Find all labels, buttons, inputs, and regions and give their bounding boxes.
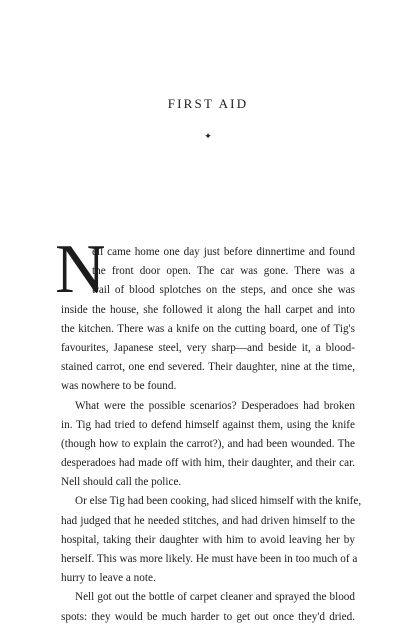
text-line: the front door open. The car was gone. There was a (92, 265, 355, 278)
text-line: favourites, Japanese steel, very sharp—and beside it, a blood- (61, 341, 355, 354)
text-line: Nell got out the bottle of carpet cleaner and sprayed the blood (75, 591, 355, 604)
text-line: herself. This was more likely. He must have been in too much of a (61, 553, 358, 565)
text-line: inside the house, she followed it along the hall carpet and into (61, 303, 355, 316)
text-line: was nowhere to be found. (61, 380, 177, 393)
text-line: hospital, taking their daughter with him to avoid leaving her by (61, 533, 355, 546)
text-line: the kitchen. There was a knife on the cutting board, one of Tig's (61, 322, 355, 335)
text-line: Nell should call the police. (61, 476, 182, 489)
text-line: What were the possible scenarios? Desperadoes had broken (75, 399, 355, 412)
text-line: spots: they would be much harder to get out once they'd dried. (61, 610, 355, 623)
text-line: trail of blood splotches on the steps, and once she was (92, 284, 355, 297)
text-line: (though how to explain the carrot?), and had been wounded. The (61, 437, 355, 450)
text-line: in. Tig had tried to defend himself against them, using the knife (61, 418, 355, 431)
text-line: had judged that he needed stitches, and had driven himself to the (61, 514, 355, 527)
drop-cap: N (55, 231, 106, 308)
text-line: desperadoes had made off with him, their daughter, and their car. (61, 457, 355, 470)
text-line: ell came home one day just before dinnertime and found (92, 246, 355, 258)
text-line: hurry to leave a note. (61, 572, 156, 585)
text-line: stained carrot, one end severed. Their daughter, nine at the time, (61, 361, 355, 374)
body-text (55, 231, 362, 627)
text-line: Or else Tig had been cooking, had sliced himself with the knife, (75, 495, 362, 508)
ornament-icon: ✦ (204, 131, 212, 141)
chapter-title: FIRST AID (167, 96, 249, 111)
